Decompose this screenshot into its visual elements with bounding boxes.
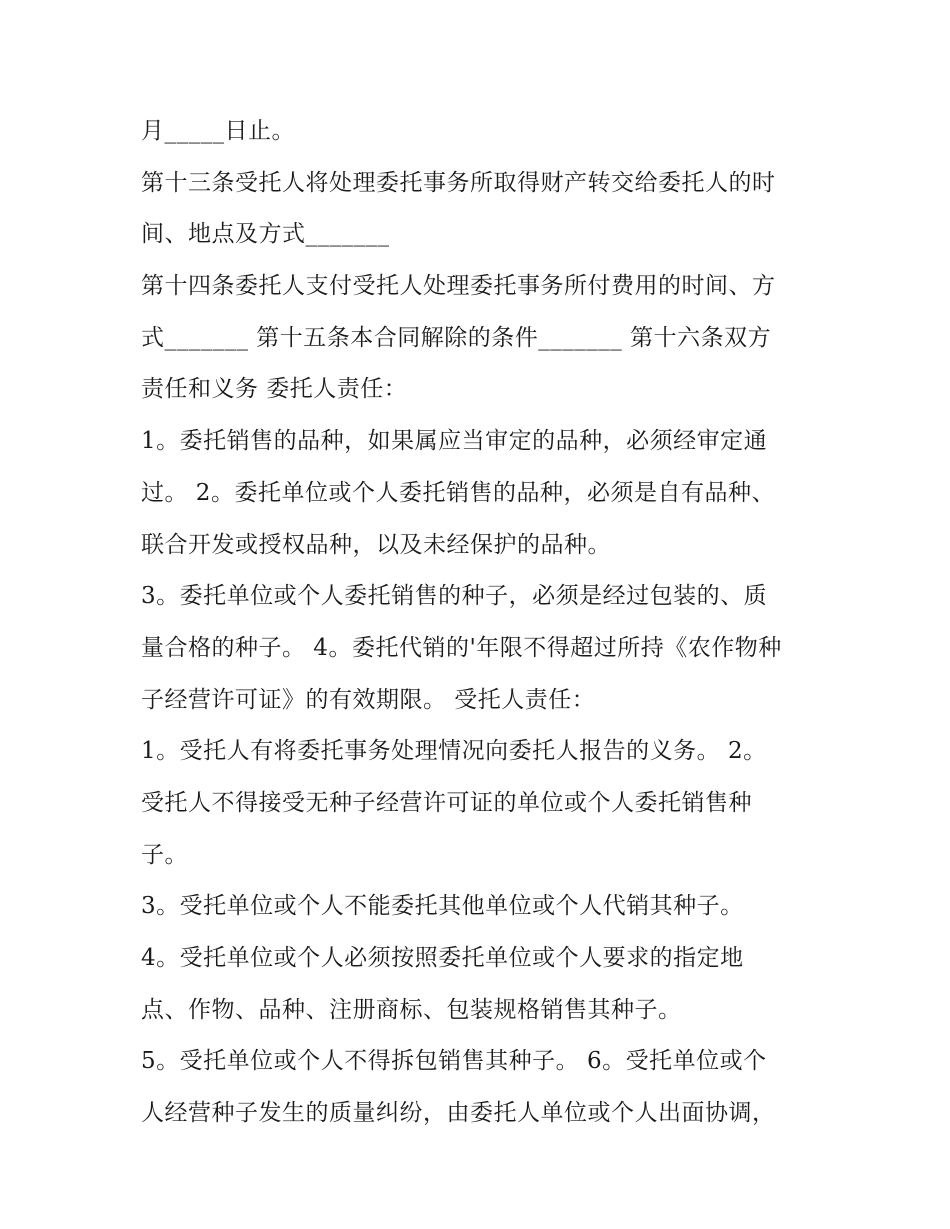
text-line: 受托人不得接受无种子经营许可证的单位或个人委托销售种 bbox=[141, 789, 752, 816]
text-line: 月_____日止。 bbox=[141, 118, 295, 144]
text-line: 子经营许可证》的有效期限。 受托人责任： bbox=[141, 686, 596, 713]
text-line: 3。受托单位或个人不能委托其他单位或个人代销其种子。 bbox=[141, 893, 744, 920]
text-line: 5。受托单位或个人不得拆包销售其种子。 6。受托单位或个 bbox=[141, 1048, 767, 1075]
text-line: 3。委托单位或个人委托销售的种子，必须是经过包装的、质 bbox=[141, 583, 768, 610]
text-line: 第十三条受托人将处理委托事务所取得财产转交给委托人的时 bbox=[141, 169, 776, 196]
text-line: 责任和义务 委托人责任： bbox=[141, 376, 408, 403]
text-line: 1。受托人有将委托事务处理情况向委托人报告的义务。 2。 bbox=[141, 738, 767, 765]
text-line: 过。 2。委托单位或个人委托销售的品种，必须是自有品种、 bbox=[141, 479, 775, 506]
text-line: 点、作物、品种、注册商标、包装规格销售其种子。 bbox=[141, 996, 682, 1023]
text-line: 式_______ 第十五条本合同解除的条件_______ 第十六条双方 bbox=[141, 324, 772, 351]
document-body bbox=[141, 106, 821, 1140]
text-line: 联合开发或授权品种，以及未经保护的品种。 bbox=[141, 531, 611, 558]
text-line: 量合格的种子。 4。委托代销的'年限不得超过所持《农作物种 bbox=[141, 634, 782, 661]
text-line: 子。 bbox=[141, 841, 188, 868]
text-line: 1。委托销售的品种，如果属应当审定的品种，必须经审定通 bbox=[141, 428, 768, 455]
text-line: 人经营种子发生的质量纠纷，由委托人单位或个人出面协调， bbox=[141, 1100, 776, 1127]
text-line: 间、地点及方式_______ bbox=[141, 221, 390, 248]
text-line: 4。受托单位或个人必须按照委托单位或个人要求的指定地 bbox=[141, 945, 744, 971]
text-line: 第十四条委托人支付受托人处理委托事务所付费用的时间、方 bbox=[141, 273, 776, 300]
